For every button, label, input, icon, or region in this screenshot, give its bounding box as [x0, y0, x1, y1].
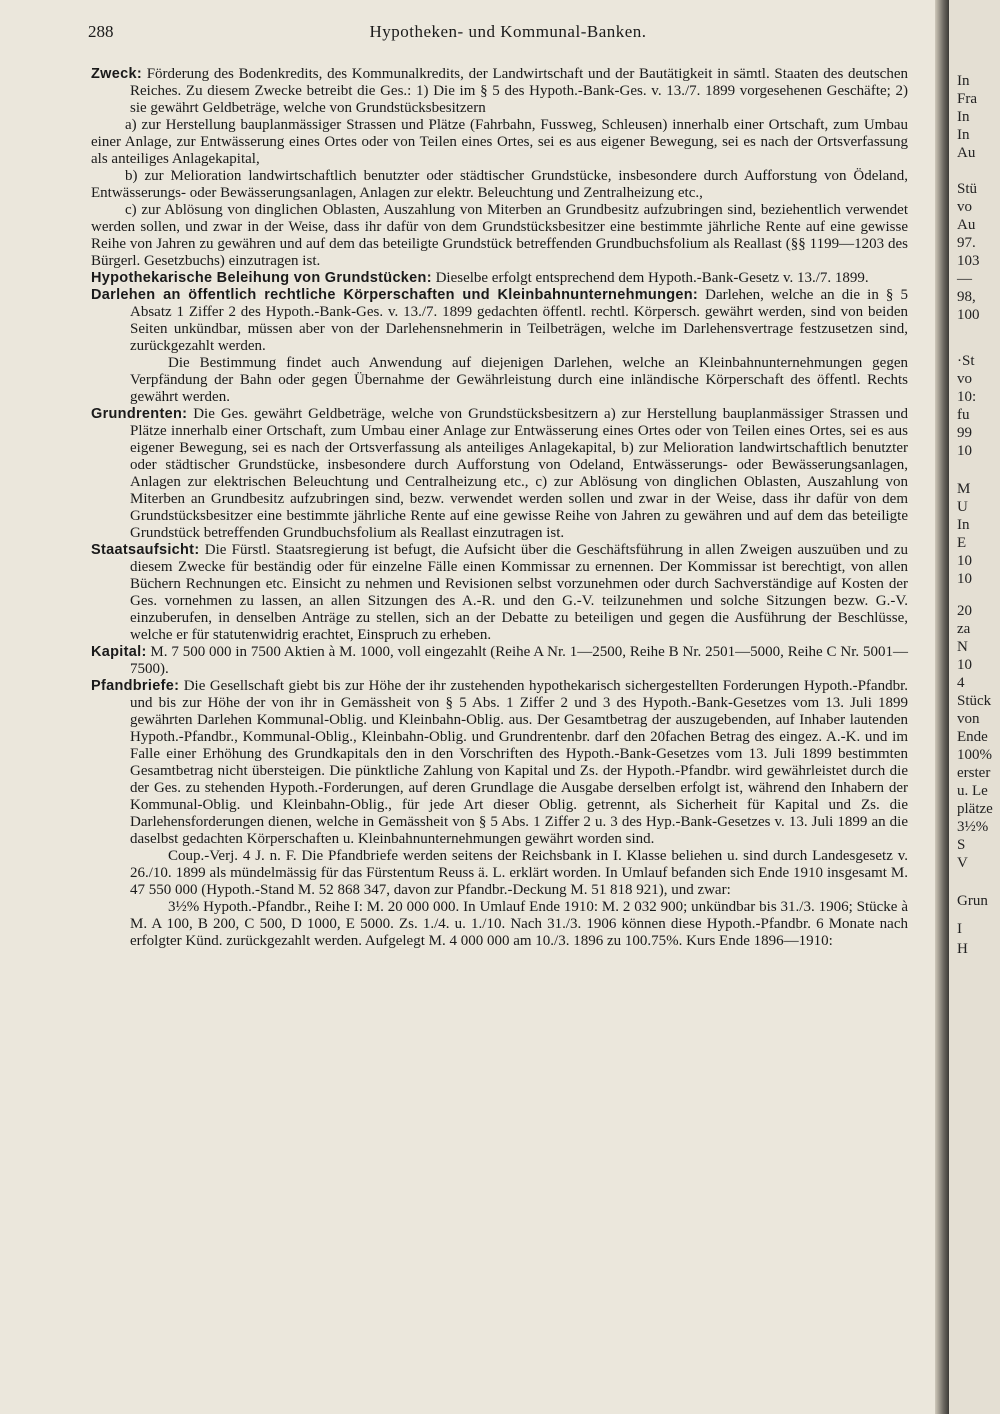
- margin-fragment: 10: [957, 571, 972, 587]
- margin-fragment: 99: [957, 425, 972, 441]
- section-text: 3½% Hypoth.-Pfandbr., Reihe I: M. 20 000 000. In Umlauf Ende 1910: M. 2 032 900; unkündbar bis 31./3. 1906; Stücke à M. A 100, B 200, C 500, D 1000, E 5000. Zs. 1./4. u. 1./10. Nach 31./3. 1906 können diese Hypoth.-Pfandbr. 6 Monate nach erfolgter Künd. zurückgezahlt werden. Aufgelegt M. 4 000 000 am 10./3. 1896 zu 100.75%. Kurs Ende 1896—1910:: [130, 899, 908, 949]
- section-darlehen: [91, 287, 908, 355]
- margin-fragment: N: [957, 639, 968, 655]
- clause-a: [91, 117, 908, 168]
- margin-fragment: Au: [957, 145, 976, 161]
- margin-fragment: In: [957, 73, 970, 89]
- page-gutter-shadow: [935, 0, 949, 1414]
- section-text: Die Ges. gewährt Geldbeträge, welche von Grundstücksbesitzern a) zur Herstellung bauplanmässiger Strassen und Plätze innerhalb einer Ortschaft, zum Umbau einer Anlage zur Entwässerung eines Ortes oder von Teilen eines Ortes, sei es aus eigener Bewegung, sei es nach der Ortsverfassung als anteiliges Anlagekapital, b) zur Melioration landwirtschaftlich benutzter oder städtischer Grundstücke, insbesondere durch Aufforstung von Odeland, Entwässerungs- oder Bewässerungsanlagen, Anlagen zur elektrischen Beleuchtung und Centralheizung etc., c) zur Ablösung von dinglichen Oblasten, Auszahlung von Miterben an Grundbesitz aufzubringen sind, bezw. verwendet werden sollen und zwar in der Weise, dass ihr dafür von dem Grundstücksbesitzer eine bestimmte jährliche Rente auf eine gewisse Reihe von Jahren zu gewähren und auf dem das beteiligte Grundstück betreffenden Grundbuchsfolium als Reallast einzutragen ist.: [130, 406, 908, 541]
- margin-fragment: 10:: [957, 389, 977, 405]
- section-lead: Hypothekarische Beleihung von Grundstücken:: [91, 270, 432, 286]
- clause-c: [91, 202, 908, 270]
- margin-fragment: 3½%: [957, 819, 989, 835]
- margin-fragment: 10: [957, 553, 972, 569]
- margin-fragment: fu: [957, 407, 970, 423]
- margin-fragment: za: [957, 621, 971, 637]
- clause-b: [91, 168, 908, 202]
- margin-fragment: In: [957, 109, 970, 125]
- margin-fragment: Fra: [957, 91, 977, 107]
- margin-fragment: S: [957, 837, 966, 853]
- margin-fragment: 103: [957, 253, 980, 269]
- section-kapital: [91, 644, 908, 678]
- section-text: Förderung des Bodenkredits, des Kommunalkredits, der Landwirtschaft und der Bautätigkeit in sämtl. Staaten des deutschen Reiches. Zu diesem Zwecke betreibt die Ges.: 1) Die im § 5 des Hypoth.-Bank-Ges. v. 13./7. 1899 vorgesehenen Geschäfte; 2) sie gewährt Geldbeträge, welche von Grundstücksbesitzern: [130, 66, 908, 116]
- margin-fragment: plätze: [957, 801, 993, 817]
- margin-fragment: 100%: [957, 747, 992, 763]
- margin-fragment: 10: [957, 443, 972, 459]
- margin-fragment: Grun: [957, 893, 988, 909]
- section-grundrenten: [91, 406, 908, 542]
- margin-fragment: V: [957, 855, 968, 871]
- section-pfandbriefe: [91, 678, 908, 848]
- clause-text: b) zur Melioration landwirtschaftlich benutzter oder städtischer Grundstücke, insbesondere durch Aufforstung von Ödeland, Entwässerungs- oder Bewässerungsanlagen, Anlagen zur elektr. Beleuchtung und Zentralheizung etc.,: [91, 168, 908, 201]
- margin-fragment: 20: [957, 603, 972, 619]
- running-head: [88, 22, 928, 46]
- section-lead: Darlehen an öffentlich rechtliche Körperschaften und Kleinbahnunternehmungen:: [91, 287, 699, 303]
- margin-fragment: erster: [957, 765, 991, 781]
- margin-fragment: H: [957, 941, 968, 957]
- section-lead: Kapital:: [91, 644, 147, 660]
- page-body: [91, 66, 908, 950]
- margin-fragment: 98,: [957, 289, 976, 305]
- clause-text: c) zur Ablösung von dinglichen Oblasten, Auszahlung von Miterben an Grundbesitz aufzubringen sind, beziehentlich verwendet werden sollen, und zwar in der Weise, dass ihr dafür von dem Grundstücksbesitzer eine bestimmte jährliche Rente auf eine gewisse Reihe von Jahren zu gewähren und auf dem das beteiligte Grundstück betreffenden Grundbuchsfolium als Reallast (§§ 1199—1203 des Bürgerl. Gesetzbuchs) einzutragen ist.: [91, 202, 908, 269]
- margin-fragment: Stü: [957, 181, 978, 197]
- section-lead: Pfandbriefe:: [91, 678, 180, 694]
- margin-fragment: vo: [957, 371, 972, 387]
- pfandbriefe-reihe-1: [91, 899, 908, 950]
- margin-fragment: 4: [957, 675, 965, 691]
- margin-fragment: vo: [957, 199, 972, 215]
- margin-fragment: Stück: [957, 693, 992, 709]
- section-text: Die Bestimmung findet auch Anwendung auf diejenigen Darlehen, welche an Kleinbahnunternehmungen gegen Verpfändung der Bahn oder gegen Übernahme der Gewährleistung durch eine inländische Körperschaft des öffentl. Rechts gewährt werden.: [130, 355, 908, 405]
- section-staatsaufsicht: [91, 542, 908, 644]
- section-text: Coup.-Verj. 4 J. n. F. Die Pfandbriefe werden seitens der Reichsbank in I. Klasse beliehen u. sind durch Landesgesetz v. 26./10. 1899 als mündelmässig für das Fürstentum Reuss ä. L. erklärt worden. In Umlauf befanden sich Ende 1910 insgesamt M. 47 550 000 (Hypoth.-Stand M. 52 868 347, davon zur Pfandbr.-Deckung M. 51 818 921), und zwar:: [130, 848, 908, 898]
- section-lead: Grundrenten:: [91, 406, 188, 422]
- section-text: M. 7 500 000 in 7500 Aktien à M. 1000, voll eingezahlt (Reihe A Nr. 1—2500, Reihe B Nr. 2501—5000, Reihe C Nr. 5001—7500).: [130, 644, 908, 677]
- margin-fragment: 10: [957, 657, 972, 673]
- margin-fragment: In: [957, 127, 970, 143]
- margin-fragment: In: [957, 517, 970, 533]
- section-zweck: [91, 66, 908, 117]
- section-text: Dieselbe erfolgt entsprechend dem Hypoth.-Bank-Gesetz v. 13./7. 1899.: [431, 270, 869, 286]
- adjacent-page-margin: [949, 0, 1000, 1414]
- section-lead: Zweck:: [91, 66, 142, 82]
- section-text: Die Gesellschaft giebt bis zur Höhe der ihr zustehenden hypothekarisch sichergestellten Forderungen Hypoth.-Pfandbr. und bis zur Höhe der von ihr in Gemässheit von § 5 Abs. 1 Ziffer 2 und 3 des Hypoth.-Bank-Gesetzes vom 13. Juli 1899 gewährten Darlehen Kommunal-Oblig. und Kleinbahn-Oblig. aus. Der Gesamtbetrag der auszugebenden, auf Inhaber lautenden Hypoth.-Pfandbr., Kommunal-Oblig., Kleinbahn-Oblig. und Grundrentenbr. darf den 20fachen Betrag des eingez. A.-K. und im Falle einer Erhöhung des Grundkapitals den in den Vorschriften des Hypoth.-Bank-Gesetzes vom 13. Juli 1899 bestimmten Gesamtbetrag nicht übersteigen. Die pünktliche Zahlung von Kapital und Zs. der Hypoth.-Pfandbr. wird gewährleistet durch die der Ges. zu stehenden Hypoth.-Forderungen, auf deren Grundlage die Ausgabe derselben erfolgt ist, während den Inhabern der Kommunal-Oblig. und Kleinbahn-Oblig., für jede Art dieser Oblig. getrennt, als Sicherheit für Kapital und Zs. die Darlehensforderungen dienen, welche in Gemässheit von § 5 Abs. 1 Ziffer 2 u. 3 des Hyp.-Bank-Gesetzes v. 13. Juli 1899 an die daselbst gedachten Körperschaften u. Kleinbahnunternehmungen gewährt worden sind.: [130, 678, 908, 847]
- margin-fragment: von: [957, 711, 980, 727]
- section-hypothekarische-beleihung: [91, 270, 908, 287]
- margin-fragment: M: [957, 481, 971, 497]
- margin-fragment: —: [957, 271, 972, 287]
- margin-fragment: Au: [957, 217, 976, 233]
- section-text: Die Fürstl. Staatsregierung ist befugt, die Aufsicht über die Geschäftsführung in allen Zweigen auszuüben und zu diesem Zwecke für beständig oder für einzelne Fälle einen Kommissar zu ernennen. Der Kommissar ist berechtigt, von allen Büchern Rechnungen etc. Einsicht zu nehmen und Revisionen selbst vorzunehmen oder durch Sachverständige auf Kosten der Ges. vornehmen zu lassen, an allen Sitzungen des A.-R. und den G.-V. teilzunehmen und solche Sitzungen bezw. G.-V. einzuberufen, in denselben Anträge zu stellen, sich an der Debatte zu beteiligen und gegen die Ausführung der Beschlüsse, welche er für statutenwidrig erachtet, Einspruch zu erheben.: [130, 542, 908, 643]
- margin-fragment: U: [957, 499, 968, 515]
- margin-fragment: u. Le: [957, 783, 988, 799]
- page-title: Hypotheken- und Kommunal-Banken.: [369, 22, 647, 41]
- darlehen-continuation: [91, 355, 908, 406]
- section-lead: Staatsaufsicht:: [91, 542, 200, 558]
- margin-fragment: Ende: [957, 729, 988, 745]
- section-text: Darlehen, welche an die in § 5 Absatz 1 Ziffer 2 des Hypoth.-Bank-Ges. v. 13./7. 1899 gedachten öffentl. rechtl. Körpersch. gewährt werden, sind von beiden Seiten unkündbar, müssen aber von der Darlehensnehmerin in Teilbeträgen, welche im Darlehensvertrage festzusetzen sind, zurückgezahlt werden.: [130, 287, 908, 354]
- margin-fragment: 97.: [957, 235, 976, 251]
- margin-fragment: E: [957, 535, 967, 551]
- page-number: 288: [88, 22, 114, 41]
- margin-fragment: 100: [957, 307, 980, 323]
- margin-fragment: I: [957, 921, 962, 937]
- margin-fragment: ·St: [957, 353, 975, 369]
- clause-text: a) zur Herstellung bauplanmässiger Strassen und Plätze (Fahrbahn, Fussweg, Schleusen) innerhalb einer Ortschaft, zum Umbau einer Anlage, zur Entwässerung eines Ortes oder von Teilen eines Ortes, sei es aus eigener Bewegung, sei es nach der Ortsverfassung als anteiliges Anlagekapital,: [91, 117, 908, 167]
- pfandbriefe-coupon: [91, 848, 908, 899]
